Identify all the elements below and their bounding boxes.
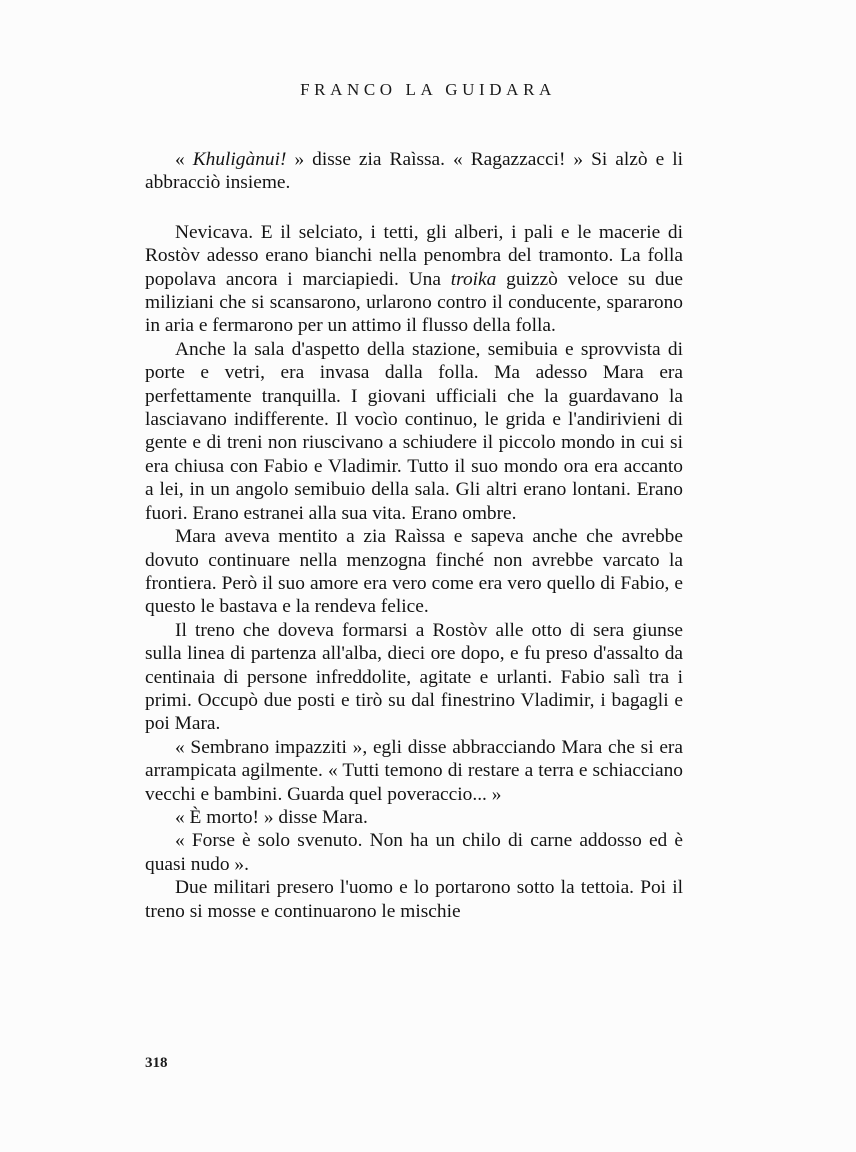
paragraph-1	[145, 148, 683, 195]
paragraph-2-italic: troika	[450, 268, 497, 290]
paragraph-9: Due militari presero l'uomo e lo portarono sotto la tettoia. Poi il treno si mosse e continuarono le mischie	[145, 877, 683, 922]
paragraph-1-lead: «	[175, 149, 193, 170]
paragraph-3: Anche la sala d'aspetto della stazione, semibuia e sprovvista di porte e vetri, era invasa dalla folla. Ma adesso Mara era perfettamente tranquilla. I giovani ufficiali che la guardavano la lasciavano indifferente. Il vocìo continuo, le grida e l'andirivieni di gente e di treni non riuscivano a schiudere il piccolo mondo in cui si era chiusa con Fabio e Vladimir. Tutto il suo mondo ora era accanto a lei, in un angolo semibuio della sala. Gli altri erano lontani. Erano fuori. Erano estranei alla sua vita. Erano ombre.	[145, 338, 683, 524]
paragraph-8: « Forse è solo svenuto. Non ha un chilo di carne addosso ed è quasi nudo ».	[145, 830, 683, 875]
page-number: 318	[145, 1055, 168, 1071]
paragraph-1-italic: Khuligànui!	[192, 149, 287, 170]
paragraph-2-part1: Nevicava. E il selciato, i tetti, gli alberi, i pali e le macerie di Rostòv adesso erano bianchi nella penombra del tramonto. La folla popolava ancora i marciapiedi. Una	[145, 221, 683, 290]
section-break	[145, 195, 683, 221]
paragraph-6: « Sembrano impazziti », egli disse abbracciando Mara che si era arrampicata agilmente. « Tutti temono di restare a terra e schiacciano vecchi e bambini. Guarda quel poveraccio... »	[145, 736, 683, 805]
paragraph-2	[145, 221, 683, 338]
paragraph-2-part2: guizzò veloce su due miliziani che si scansarono, urlarono contro il conducente, spararono in aria e fermarono per un attimo il flusso della folla.	[145, 268, 683, 337]
paragraph-1-rest: » disse zia Raìssa. « Ragazzacci! » Si alzò e li abbracciò insieme.	[145, 149, 683, 194]
running-title: FRANCO LA GUIDARA	[300, 80, 556, 99]
paragraph-7: « È morto! » disse Mara.	[175, 806, 368, 828]
paragraph-4: Mara aveva mentito a zia Raìssa e sapeva anche che avrebbe dovuto continuare nella menzogna finché non avrebbe varcato la frontiera. Però il suo amore era vero come era vero quello di Fabio, e questo le bastava e la rendeva felice.	[145, 526, 683, 618]
paragraph-5: Il treno che doveva formarsi a Rostòv alle otto di sera giunse sulla linea di partenza all'alba, dieci ore dopo, e fu preso d'assalto da centinaia di persone infreddolite, agitate e urlanti. Fabio salì tra i primi. Occupò due posti e tirò su dal finestrino Vladimir, i bagagli e poi Mara.	[145, 619, 683, 735]
body-text	[145, 148, 683, 923]
